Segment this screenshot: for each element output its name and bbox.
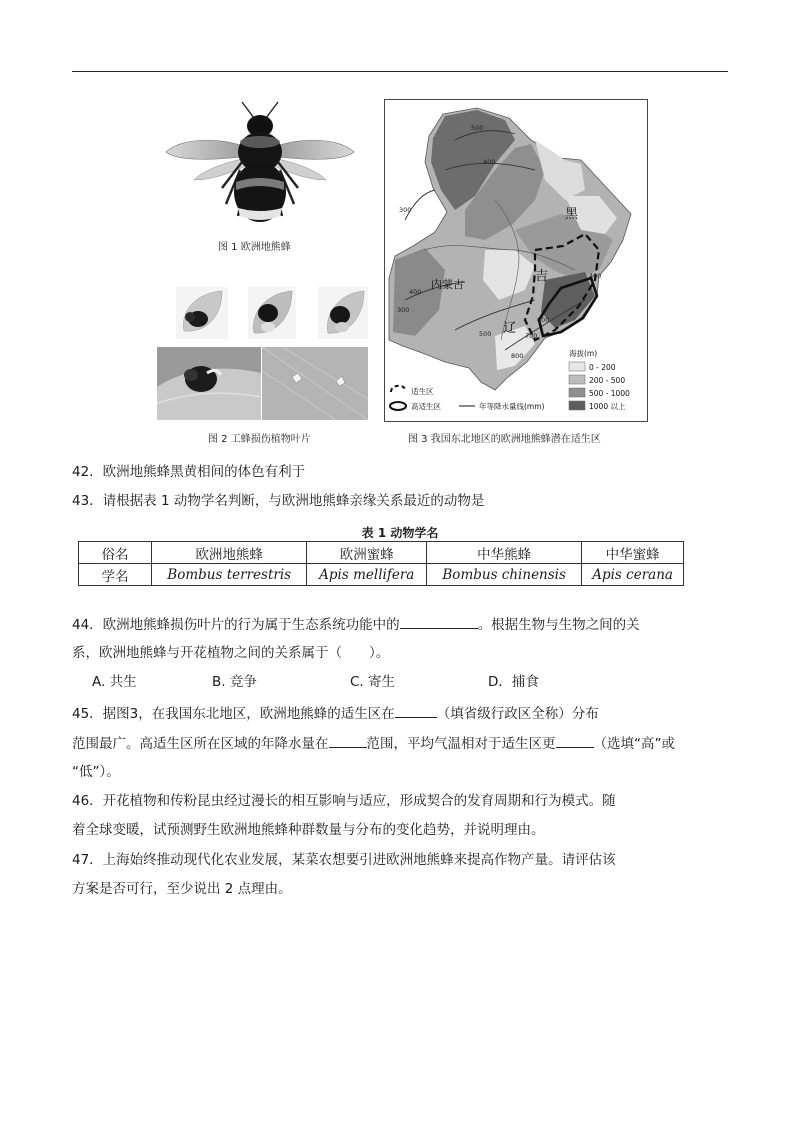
table-header-scientific: 学名 xyxy=(79,564,152,586)
isoline-label: 700 xyxy=(525,332,538,340)
question-45-text-d: 范围，平均气温相对于适生区更 xyxy=(366,736,556,752)
question-44-line-2: 系，欧洲地熊蜂与开花植物之间的关系属于（ ）。 xyxy=(72,645,390,661)
isoline-label: 500 xyxy=(479,330,492,338)
isoline-label: 500 xyxy=(471,124,484,132)
suitable-zone-symbol xyxy=(391,386,405,392)
isoline-label: 600 xyxy=(537,316,550,324)
legend-label: 1000 以上 xyxy=(589,402,626,411)
question-46-line-1: 46．开花植物和传粉昆虫经过漫长的相互影响与适应，形成契合的发育周期和行为模式。随 xyxy=(72,793,616,809)
question-43: 43．请根据表 1 动物学名判断，与欧洲地熊蜂亲缘关系最近的动物是 xyxy=(72,493,485,509)
question-45-text-b: （填省级行政区全称）分布 xyxy=(436,706,599,722)
province-label-inner-mongolia: 内蒙古 xyxy=(431,278,464,291)
option-c[interactable]: C. 寄生 xyxy=(350,674,396,690)
table-row-scientific-names xyxy=(79,564,684,586)
question-44-options xyxy=(92,673,539,691)
legend-isohyet-label: 年等降水量线(mm) xyxy=(479,402,545,411)
option-b[interactable]: B. 竞争 xyxy=(212,674,257,690)
damaged-leaf-closeup-photo xyxy=(262,347,368,420)
question-45-text-e: （选填“高”或 xyxy=(593,736,675,752)
answer-blank[interactable] xyxy=(556,733,594,748)
legend-swatch xyxy=(569,375,585,384)
question-44-text-a: 44．欧洲地熊蜂损伤叶片的行为属于生态系统功能中的 xyxy=(72,617,400,633)
table-cell: Apis cerana xyxy=(582,564,684,586)
table-row-common-names xyxy=(79,542,684,564)
header-rule xyxy=(72,71,728,72)
legend-label: 0 - 200 xyxy=(589,363,616,372)
leaf-damage-photo-3 xyxy=(318,287,368,339)
isoline-label: 800 xyxy=(511,352,524,360)
legend-swatch xyxy=(569,362,585,371)
table-cell: 中华蜜蜂 xyxy=(582,542,684,564)
isoline-label: 400 xyxy=(409,288,422,296)
figure-1-caption: 图 1 欧洲地熊蜂 xyxy=(218,242,291,253)
figure-2-caption: 图 2 工蜂损伤植物叶片 xyxy=(208,434,311,445)
question-47-line-2: 方案是否可行，至少说出 2 点理由。 xyxy=(72,881,292,897)
question-45-text-a: 45．据图3，在我国东北地区，欧洲地熊蜂的适生区在 xyxy=(72,706,395,722)
province-label-liaoning: 辽 xyxy=(503,321,517,336)
legend-suitable-label: 适生区 xyxy=(411,387,434,396)
question-45-line-3: “低”）。 xyxy=(72,764,120,780)
table-cell: Bombus terrestris xyxy=(152,564,307,586)
legend-title: 海拔(m) xyxy=(569,349,598,358)
answer-blank[interactable] xyxy=(329,733,367,748)
table-header-common: 俗名 xyxy=(79,542,152,564)
question-45-line-1 xyxy=(72,703,599,723)
bumblebee-image xyxy=(160,96,360,236)
legend-swatch xyxy=(569,388,585,397)
option-d[interactable]: D．捕食 xyxy=(488,674,539,690)
map-svg xyxy=(385,100,647,421)
question-47-line-1: 47．上海始终推动现代化农业发展，某菜农想要引进欧洲地熊蜂来提高作物产量。请评估该 xyxy=(72,852,616,868)
table-cell: Apis mellifera xyxy=(307,564,427,586)
option-a[interactable]: A. 共生 xyxy=(92,674,137,690)
legend-swatch xyxy=(569,401,585,410)
question-45-text-c: 范围最广。高适生区所在区域的年降水量在 xyxy=(72,736,329,752)
table-1-title: 表 1 动物学名 xyxy=(361,526,439,540)
province-label-jilin: 吉 xyxy=(535,269,549,284)
isoline-label: 400 xyxy=(483,158,496,166)
question-42: 42．欧洲地熊蜂黑黄相间的体色有利于 xyxy=(72,464,306,480)
answer-blank[interactable] xyxy=(395,703,437,718)
question-46-line-2: 着全球变暖，试预测野生欧洲地熊蜂种群数量与分布的变化趋势，并说明理由。 xyxy=(72,822,545,838)
northeast-china-map xyxy=(384,99,648,422)
question-44-text-b: 。根据生物与生物之间的关 xyxy=(477,617,640,633)
table-cell: 欧洲地熊蜂 xyxy=(152,542,307,564)
question-44-line-1 xyxy=(72,614,640,634)
question-45-line-2 xyxy=(72,733,675,753)
figure-3-caption: 图 3 我国东北地区的欧洲地熊蜂潜在适生区 xyxy=(408,434,601,445)
animal-names-table xyxy=(78,541,684,586)
answer-blank[interactable] xyxy=(400,614,478,629)
table-cell: Bombus chinensis xyxy=(427,564,582,586)
isoline-label: 300 xyxy=(399,206,412,214)
leaf-damage-photo-2 xyxy=(248,287,296,339)
legend-label: 200 - 500 xyxy=(589,376,626,385)
legend-label: 500 - 1000 xyxy=(589,389,630,398)
leaf-damage-photo-1 xyxy=(176,287,228,339)
high-suitable-zone-symbol xyxy=(390,402,406,410)
isoline-label: 400 xyxy=(589,272,602,280)
table-cell: 中华熊蜂 xyxy=(427,542,582,564)
bee-on-leaf-photo xyxy=(157,347,261,420)
province-label-heilongjiang: 黑 xyxy=(565,207,579,222)
isoline-label: 300 xyxy=(397,306,410,314)
legend-high-suitable-label: 高适生区 xyxy=(411,402,441,411)
table-cell: 欧洲蜜蜂 xyxy=(307,542,427,564)
